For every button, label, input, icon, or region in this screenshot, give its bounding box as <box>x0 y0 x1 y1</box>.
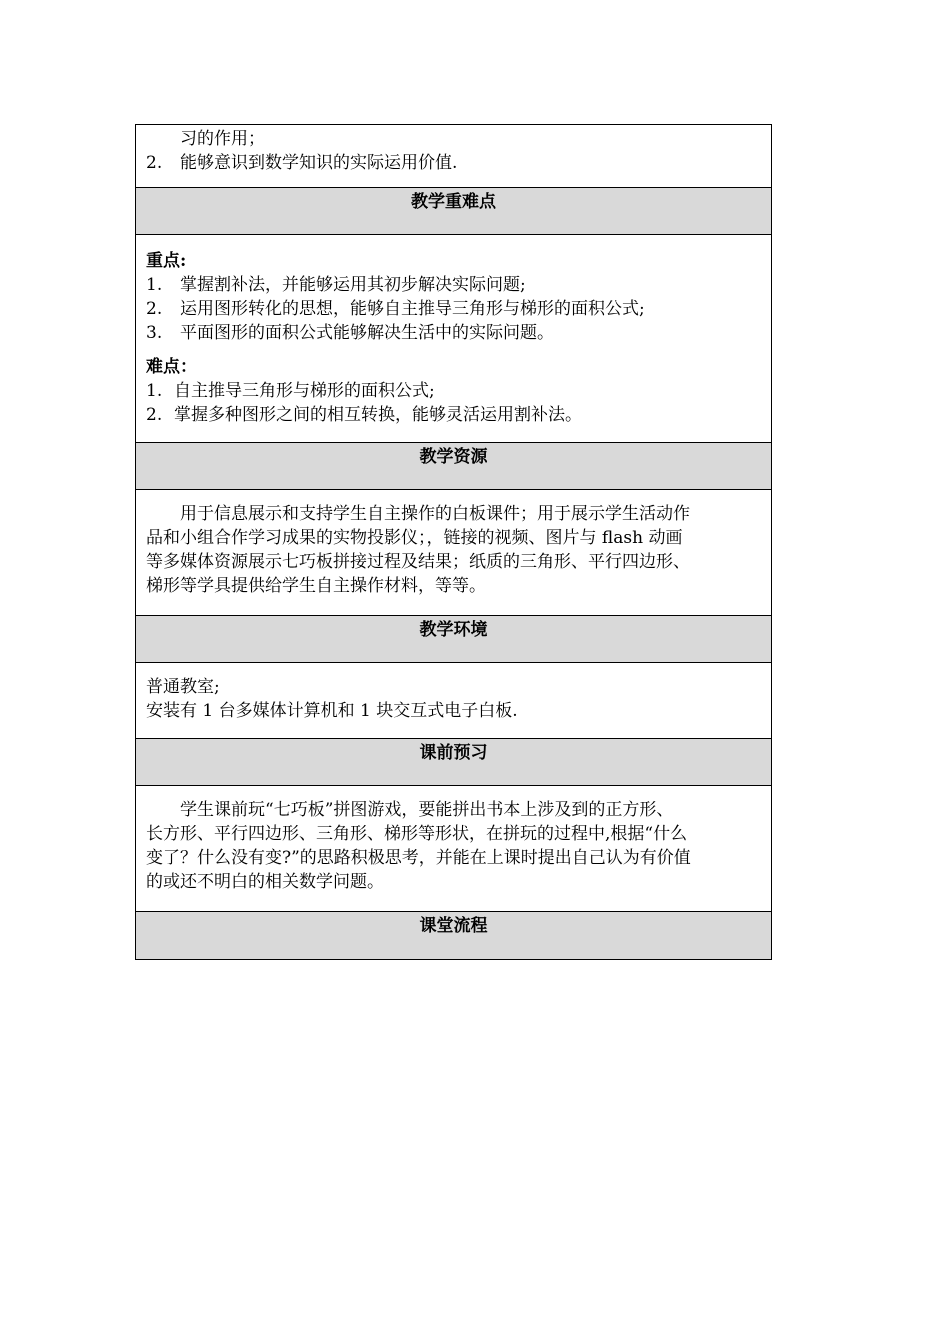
section-header-flow: 课堂流程 <box>136 912 771 959</box>
resources-cell <box>136 490 771 616</box>
list-number: 1. <box>146 275 163 295</box>
list-number: 2. <box>146 299 163 319</box>
list-item <box>146 321 761 345</box>
continuation-cell <box>136 125 771 188</box>
list-number: 2. <box>146 405 163 425</box>
list-number: 2. <box>146 153 163 173</box>
difficult-label: 难点： <box>146 357 197 377</box>
environment-line: 普通教室; <box>146 677 220 697</box>
paragraph-line: 长方形、平行四边形、三角形、梯形等形状，在拼玩的过程中,根据“什么 <box>146 824 688 844</box>
list-text: 能够意识到数学知识的实际运用价值. <box>180 153 458 173</box>
section-header-resources: 教学资源 <box>136 443 771 490</box>
continuation-line: 习的作用； <box>180 129 265 149</box>
paragraph-line: 的或还不明白的相关数学问题。 <box>146 872 384 892</box>
environment-line: 安装有 1 台多媒体计算机和 1 块交互式电子白板. <box>146 701 518 721</box>
list-item <box>146 403 761 427</box>
list-item <box>146 273 761 297</box>
paragraph-line: 用于信息展示和支持学生自主操作的白板课件；用于展示学生活动作 <box>180 504 690 524</box>
list-text: 平面图形的面积公式能够解决生活中的实际问题。 <box>180 323 554 343</box>
section-header-environment: 教学环境 <box>136 616 771 663</box>
section-header-key-points: 教学重难点 <box>136 188 771 235</box>
key-points-cell <box>136 235 771 443</box>
list-text: 掌握割补法，并能够运用其初步解决实际问题; <box>180 275 526 295</box>
preview-cell <box>136 786 771 912</box>
list-number: 1. <box>146 381 163 401</box>
lesson-plan-table <box>135 124 772 960</box>
environment-cell <box>136 663 771 739</box>
paragraph-line: 梯形等学具提供给学生自主操作材料，等等。 <box>146 576 486 596</box>
paragraph-line: 变了？什么没有变?”的思路积极思考，并能在上课时提出自己认为有价值 <box>146 848 691 868</box>
list-text: 运用图形转化的思想，能够自主推导三角形与梯形的面积公式; <box>180 299 645 319</box>
list-number: 3. <box>146 323 163 343</box>
list-text: 自主推导三角形与梯形的面积公式; <box>174 381 435 401</box>
list-item <box>146 379 761 403</box>
section-header-preview: 课前预习 <box>136 739 771 786</box>
paragraph-line: 品和小组合作学习成果的实物投影仪；，链接的视频、图片与 flash 动画 <box>146 528 683 548</box>
key-label: 重点: <box>146 251 187 271</box>
paragraph-line: 学生课前玩“七巧板”拼图游戏，要能拼出书本上涉及到的正方形、 <box>180 800 674 820</box>
list-item <box>146 297 761 321</box>
list-text: 掌握多种图形之间的相互转换，能够灵活运用割补法。 <box>174 405 582 425</box>
paragraph-line: 等多媒体资源展示七巧板拼接过程及结果；纸质的三角形、平行四边形、 <box>146 552 690 572</box>
list-item <box>146 151 761 175</box>
